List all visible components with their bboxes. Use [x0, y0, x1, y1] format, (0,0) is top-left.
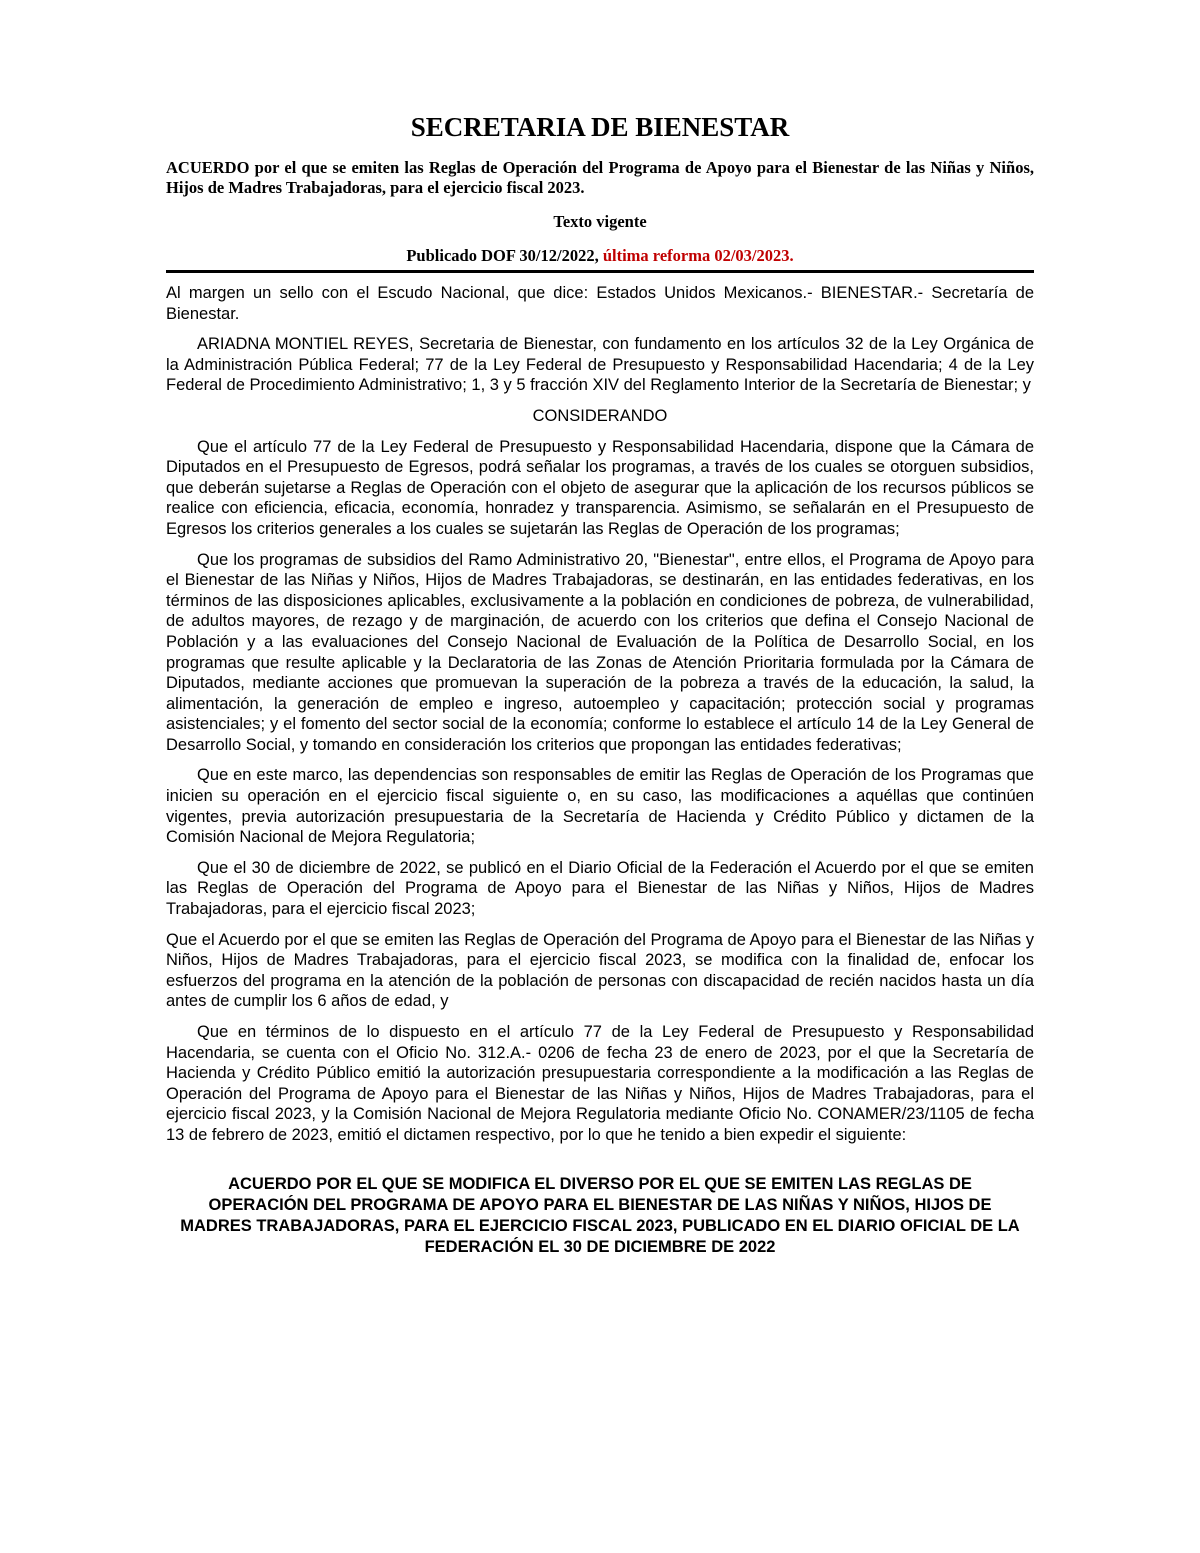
considerando-paragraph: Que el artículo 77 de la Ley Federal de Presupuesto y Responsabilidad Hacendaria, dispone que la Cámara de Diputados en el Presupuesto de Egresos, podrá señalar los programas, a través de los cuales se otorguen subsidios, que deberán sujetarse a Reglas de Operación con el objeto de asegurar que la aplicación de los recursos públicos se realice con eficiencia, eficacia, economía, honradez y transparencia. Asimismo, se señalarán en el Presupuesto de Egresos los criterios generales a los cuales se sujetarán las Reglas de Operación de los programas;: [166, 437, 1034, 538]
preamble-paragraph: ARIADNA MONTIEL REYES, Secretaria de Bienestar, con fundamento en los artículos 32 de la Ley Orgánica de la Administración Pública Federal; 77 de la Ley Federal de Presupuesto y Responsabilidad Hacendaria; 4 de la Ley Federal de Procedimiento Administrativo; 1, 3 y 5 fracción XIV del Reglamento Interior de la Secretaría de Bienestar; y: [166, 335, 1034, 395]
considerando-heading: CONSIDERANDO: [532, 406, 668, 425]
considerando-paragraph: Que en este marco, las dependencias son responsables de emitir las Reglas de Operación de los Programas que inicien su operación en el ejercicio fiscal siguiente o, en su caso, las modificaciones a aquéllas que continúen vigentes, previa autorización presupuestaria de la Secretaría de Hacienda y Crédito Público y dictamen de la Comisión Nacional de Mejora Regulatoria;: [166, 766, 1034, 847]
document-subtitle: ACUERDO por el que se emiten las Reglas de Operación del Programa de Apoyo para el Bienestar de las Niñas y Niños, Hijos de Madres Trabajadoras, para el ejercicio fiscal 2023.: [166, 158, 1034, 197]
publication-date: Publicado DOF 30/12/2022,: [406, 246, 599, 265]
document-title: SECRETARIA DE BIENESTAR: [410, 112, 790, 142]
document-page: [166, 110, 1034, 1258]
considerando-paragraph: Que el Acuerdo por el que se emiten las Reglas de Operación del Programa de Apoyo para el Bienestar de las Niñas y Niños, Hijos de Madres Trabajadoras, para el ejercicio fiscal 2023, se modifica con la finalidad de, enfocar los esfuerzos del programa en la atención de la población de personas con discapacidad de recién nacidos hasta un día antes de cumplir los 6 años de edad, y: [166, 930, 1034, 1011]
seal-note: Al margen un sello con el Escudo Nacional, que dice: Estados Unidos Mexicanos.- BIENESTAR.- Secretaría de Bienestar.: [166, 284, 1034, 323]
acuerdo-heading: ACUERDO POR EL QUE SE MODIFICA EL DIVERSO POR EL QUE SE EMITEN LAS REGLAS DE OPERACIÓN DEL PROGRAMA DE APOYO PARA EL BIENESTAR DE LAS NIÑAS Y NIÑOS, HIJOS DE MADRES TRABAJADORAS, PARA EL EJERCICIO FISCAL 2023, PUBLICADO EN EL DIARIO OFICIAL DE LA FEDERACIÓN EL 30 DE DICIEMBRE DE 2022: [180, 1174, 1020, 1256]
considerando-paragraph: Que el 30 de diciembre de 2022, se publicó en el Diario Oficial de la Federación el Acuerdo por el que se emiten las Reglas de Operación del Programa de Apoyo para el Bienestar de las Niñas y Niños, Hijos de Madres Trabajadoras, para el ejercicio fiscal 2023;: [166, 858, 1034, 919]
reform-date: última reforma 02/03/2023.: [602, 246, 794, 265]
document-status: Texto vigente: [553, 212, 647, 231]
considerando-paragraph: Que los programas de subsidios del Ramo Administrativo 20, "Bienestar", entre ellos, el Programa de Apoyo para el Bienestar de las Niñas y Niños, Hijos de Madres Trabajadoras, se destinarán, en las entidades federativas, en los términos de las disposiciones aplicables, exclusivamente a la población en condiciones de pobreza, de vulnerabilidad, de adultos mayores, de rezago y de marginación, de acuerdo con los criterios que defina el Consejo Nacional de Población y a las evaluaciones del Consejo Nacional de Evaluación de la Política de Desarrollo Social, en los programas que resulte aplicable y la Declaratoria de las Zonas de Atención Prioritaria formulada por la Cámara de Diputados, mediante acciones que promuevan la superación de la pobreza a través de la educación, la salud, la alimentación, la generación de empleo e ingreso, autoempleo y capacitación; protección social y programas asistenciales; y el fomento del sector social de la economía; conforme lo establece el artículo 14 de la Ley General de Desarrollo Social, y tomando en consideración los criterios que propongan las entidades federativas;: [166, 550, 1034, 754]
publication-line: [166, 246, 1034, 273]
considerando-paragraph: Que en términos de lo dispuesto en el artículo 77 de la Ley Federal de Presupuesto y Responsabilidad Hacendaria, se cuenta con el Oficio No. 312.A.- 0206 de fecha 23 de enero de 2023, por el que la Secretaría de Hacienda y Crédito Público emitió la autorización presupuestaria correspondiente a la modificación a las Reglas de Operación del Programa de Apoyo para el Bienestar de las Niñas y Niños, Hijos de Madres Trabajadoras, para el ejercicio fiscal 2023, y la Comisión Nacional de Mejora Regulatoria mediante Oficio No. CONAMER/23/1105 de fecha 13 de febrero de 2023, emitió el dictamen respectivo, por lo que he tenido a bien expedir el siguiente:: [166, 1023, 1034, 1144]
